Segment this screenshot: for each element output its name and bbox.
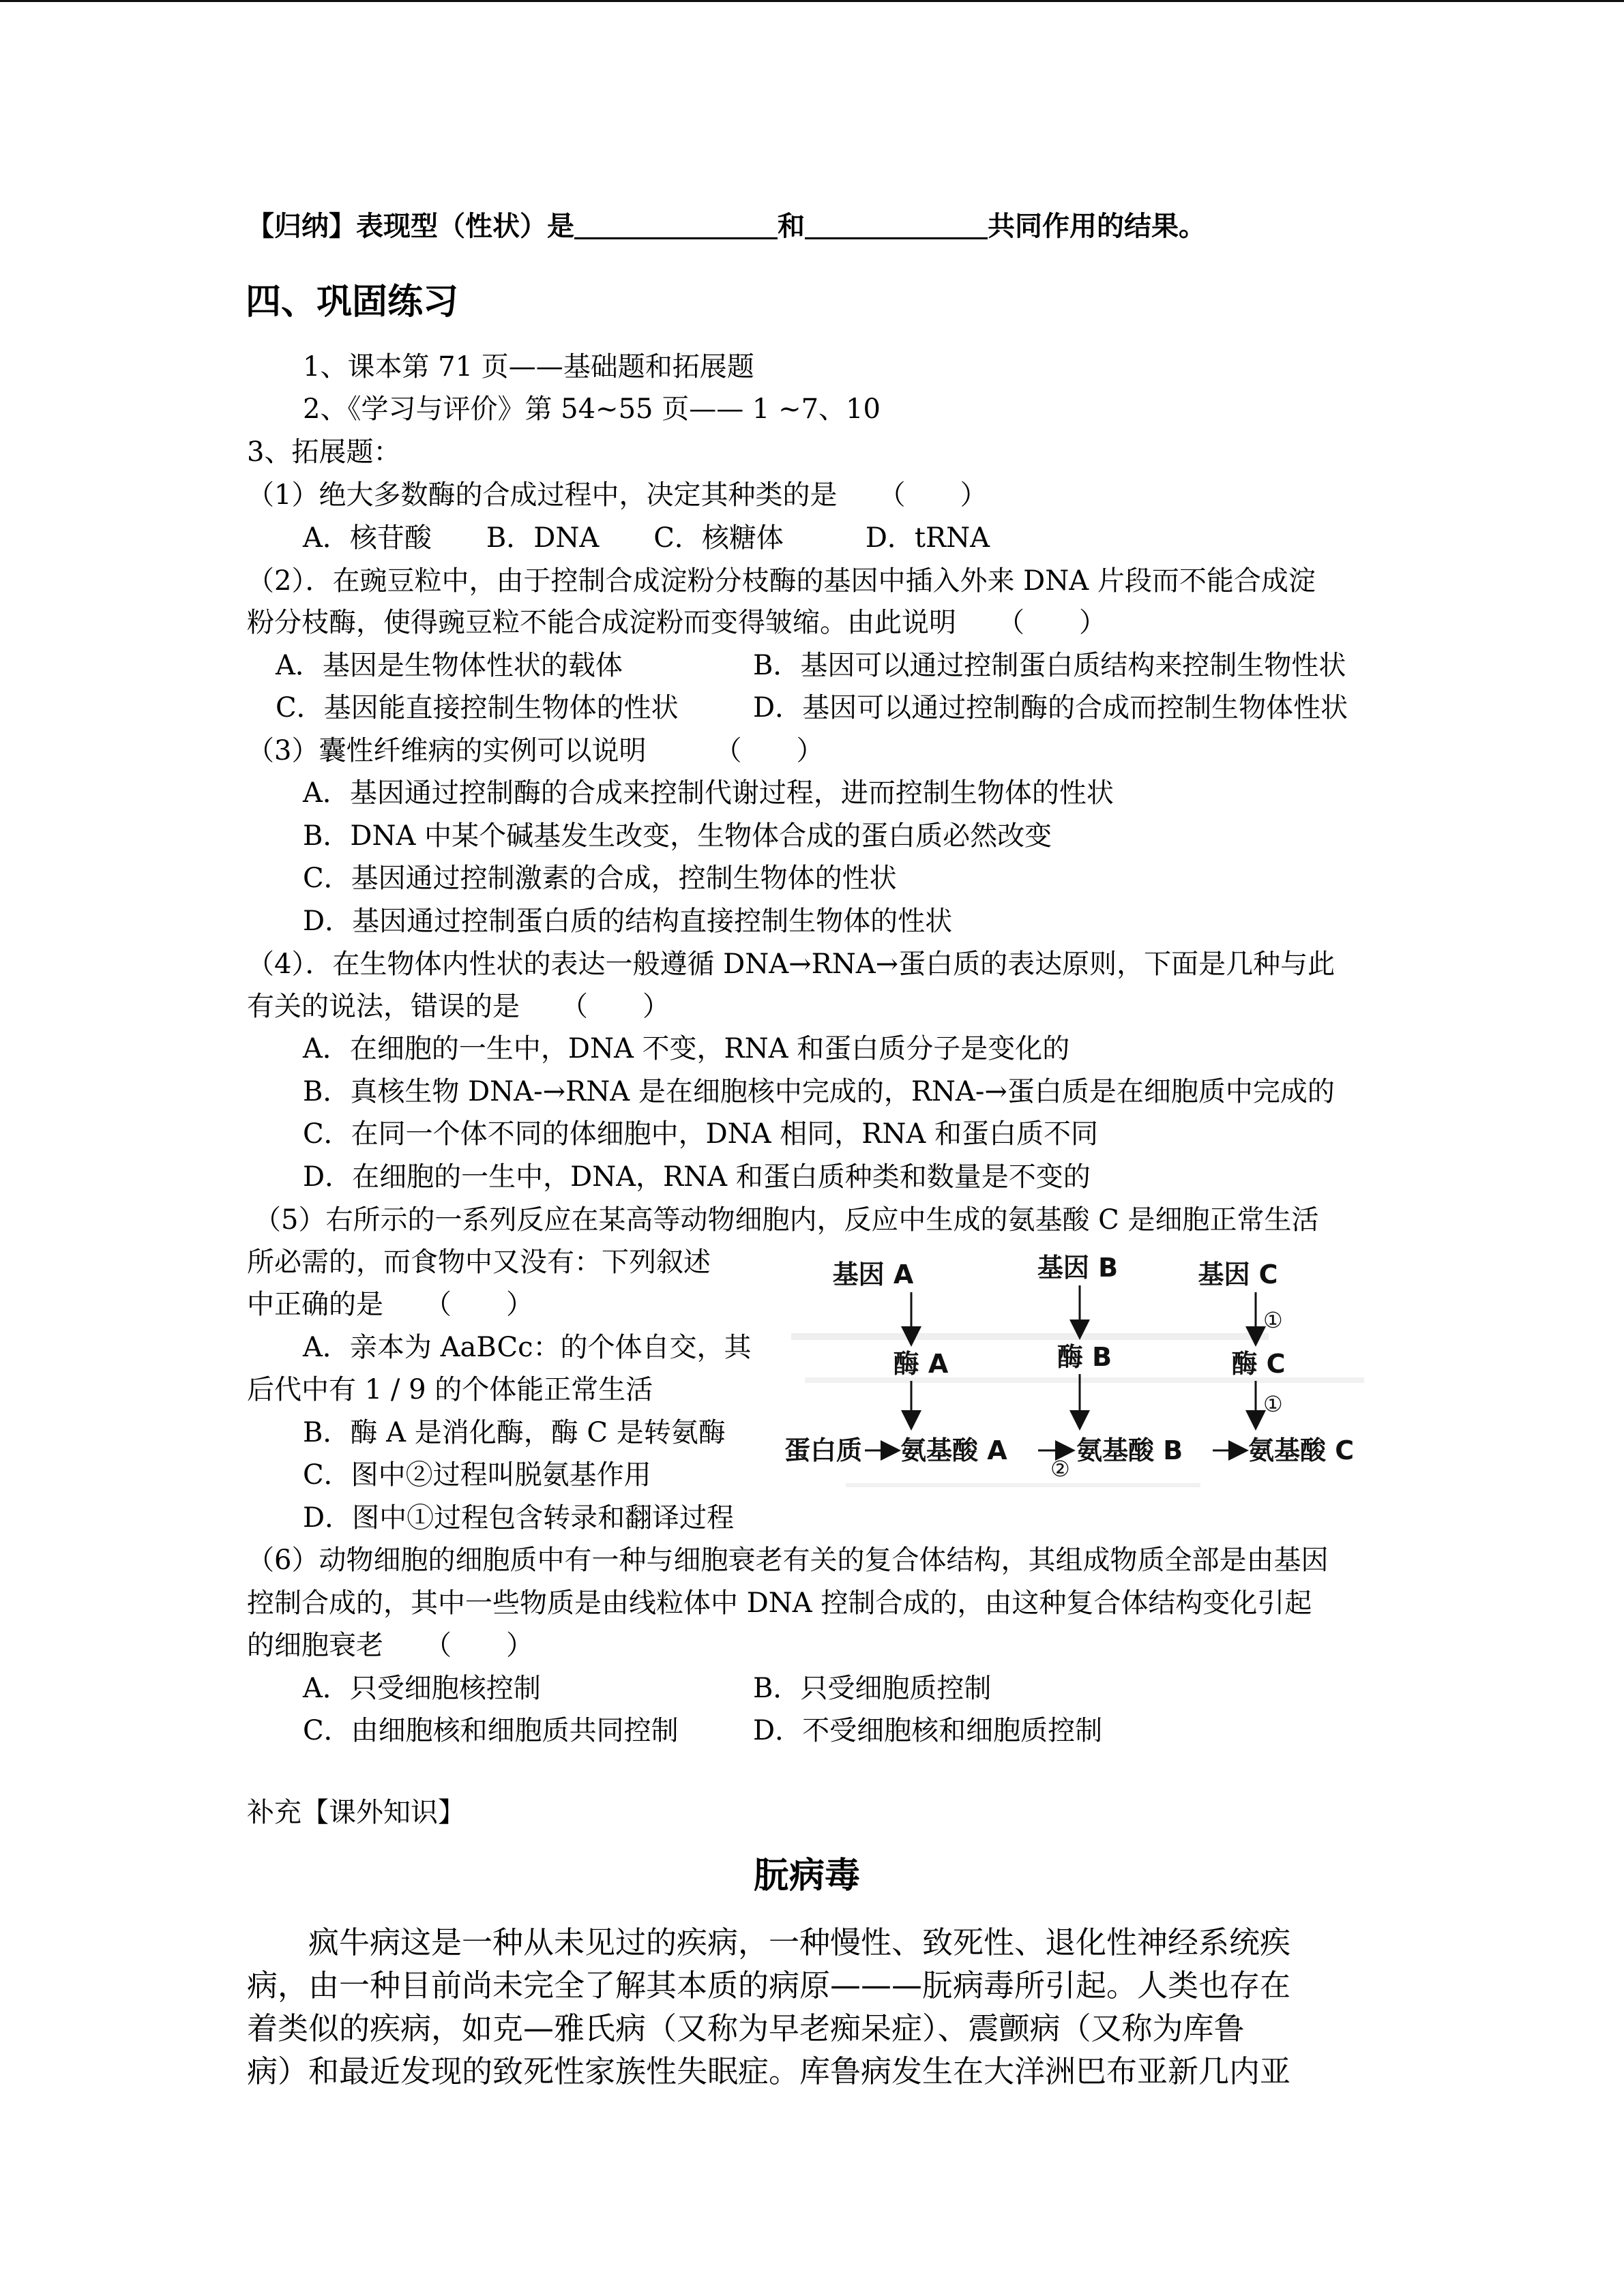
q5-stem-line-2: 所必需的，而食物中又没有：下列叙述 — [247, 1247, 711, 1278]
q6-stem-line-3: 的细胞衰老 （ ） — [247, 1630, 533, 1661]
q4-option-d: D．在细胞的一生中，DNA，RNA 和蛋白质种类和数量是不变的 — [303, 1161, 1091, 1193]
amino-acid-a-label: 氨基酸 A — [900, 1435, 1007, 1465]
summary-and: 和 — [778, 211, 805, 242]
q3-option-b: B．DNA 中某个碱基发生改变，生物体合成的蛋白质必然改变 — [303, 820, 1052, 852]
q2-option-d: D．基因可以通过控制酶的合成而控制生物体性状 — [753, 692, 1348, 724]
q5-option-a-line-2: 后代中有 1 / 9 的个体能正常生活 — [247, 1374, 653, 1405]
q4-option-a: A．在细胞的一生中，DNA 不变，RNA 和蛋白质分子是变化的 — [303, 1033, 1070, 1064]
q2-option-c: C．基因能直接控制生物体的性状 — [276, 692, 679, 724]
q6-option-d: D．不受细胞核和细胞质控制 — [753, 1715, 1103, 1746]
amino-acid-c-label: 氨基酸 C — [1248, 1435, 1355, 1465]
item-1: 1、课本第 71 页——基础题和拓展题 — [303, 351, 754, 383]
q2-stem-line-2: 粉分枝酶，使得豌豆粒不能合成淀粉而变得皱缩。由此说明 （ ） — [247, 607, 1106, 638]
step-1-label-upper: ① — [1263, 1307, 1283, 1333]
enzyme-a-label: 酶 A — [893, 1349, 949, 1379]
q2-option-b: B．基因可以通过控制蛋白质结构来控制生物性状 — [753, 650, 1346, 681]
q6-stem-line-2: 控制合成的，其中一些物质是由线粒体中 DNA 控制合成的，由这种复合体结构变化引起 — [247, 1587, 1312, 1619]
item-2: 2、《学习与评价》第 54~55 页—— 1 ~7、10 — [303, 393, 881, 425]
q6-stem-line-1: （6）动物细胞的细胞质中有一种与细胞衰老有关的复合体结构，其组成物质全部是由基因 — [247, 1545, 1329, 1576]
q4-stem-line-1: （4）．在生物体内性状的表达一般遵循 DNA→RNA→蛋白质的表达原则，下面是几种与此 — [247, 949, 1335, 980]
q3-option-d: D．基因通过控制蛋白质的结构直接控制生物体的性状 — [303, 906, 953, 937]
q5-option-b: B．酶 A 是消化酶，酶 C 是转氨酶 — [303, 1417, 726, 1448]
gene-a-label: 基因 A — [832, 1259, 914, 1289]
q6-option-a: A．只受细胞核控制 — [303, 1673, 541, 1704]
q2-stem-line-1: （2）．在豌豆粒中，由于控制合成淀粉分枝酶的基因中插入外来 DNA 片段而不能合成淀 — [247, 565, 1316, 597]
article-line-1: 疯牛病这是一种从未见过的疾病，一种慢性、致死性、退化性神经系统疾 — [247, 1924, 1291, 1960]
protein-label: 蛋白质 — [784, 1435, 863, 1465]
article-line-2: 病，由一种目前尚未完全了解其本质的病原———朊病毒所引起。人类也存在 — [247, 1967, 1291, 2003]
q6-option-c: C．由细胞核和细胞质共同控制 — [303, 1715, 679, 1746]
q3-stem: （3）囊性纤维病的实例可以说明 （ ） — [247, 735, 824, 766]
summary-prefix: 【归纳】表现型（性状）是 — [247, 211, 574, 242]
q1-stem: （1）绝大多数酶的合成过程中，决定其种类的是 （ ） — [247, 479, 988, 511]
section-title: 四、巩固练习 — [246, 282, 459, 323]
step-2-label: ② — [1050, 1456, 1070, 1482]
metabolic-pathway-diagram — [784, 1241, 1398, 1514]
step-1-label-lower: ① — [1263, 1391, 1283, 1417]
q5-stem-line-1: （5）右所示的一系列反应在某高等动物细胞内，反应中生成的氨基酸 C 是细胞正常生活 — [254, 1204, 1319, 1236]
gene-b-label: 基因 B — [1037, 1253, 1119, 1283]
gene-c-label: 基因 C — [1198, 1259, 1278, 1289]
article-line-4: 病）和最近发现的致死性家族性失眠症。库鲁病发生在大洋洲巴布亚新几内亚 — [247, 2053, 1291, 2089]
q4-option-c: C．在同一个体不同的体细胞中，DNA 相同，RNA 和蛋白质不同 — [303, 1118, 1098, 1150]
amino-acid-b-label: 氨基酸 B — [1076, 1435, 1183, 1465]
q4-stem-line-2: 有关的说法，错误的是 （ ） — [247, 991, 670, 1022]
q5-stem-line-3: 中正确的是 （ ） — [247, 1289, 533, 1320]
q1-options: A．核苷酸 B．DNA C．核糖体 D．tRNA — [303, 522, 990, 554]
item-3: 3、拓展题： — [247, 436, 401, 468]
supplement-heading: 补充【课外知识】 — [247, 1797, 465, 1828]
summary-suffix: 共同作用的结果。 — [988, 211, 1206, 242]
q6-option-b: B．只受细胞质控制 — [753, 1673, 992, 1704]
q3-option-a: A．基因通过控制酶的合成来控制代谢过程，进而控制生物体的性状 — [303, 777, 1114, 809]
summary-blank-2 — [805, 213, 988, 239]
article-line-3: 着类似的疾病，如克—雅氏病（又称为早老痴呆症）、震颤病（又称为库鲁 — [247, 2010, 1245, 2046]
q5-option-c: C．图中②过程叫脱氨基作用 — [303, 1459, 651, 1491]
enzyme-b-label: 酶 B — [1057, 1342, 1112, 1372]
q4-option-b: B．真核生物 DNA-→RNA 是在细胞核中完成的，RNA-→蛋白质是在细胞质中完成的 — [303, 1076, 1335, 1107]
q5-option-d: D．图中①过程包含转录和翻译过程 — [303, 1502, 735, 1534]
q5-option-a-line-1: A．亲本为 AaBCc：的个体自交，其 — [303, 1332, 752, 1363]
summary-line — [247, 213, 1206, 240]
enzyme-c-label: 酶 C — [1231, 1349, 1286, 1379]
summary-blank-1 — [574, 213, 778, 239]
article-title: 朊病毒 — [754, 1855, 861, 1896]
q3-option-c: C．基因通过控制激素的合成，控制生物体的性状 — [303, 863, 897, 894]
page-top-border — [0, 0, 1624, 2]
q2-option-a: A．基因是生物体性状的载体 — [276, 650, 623, 681]
